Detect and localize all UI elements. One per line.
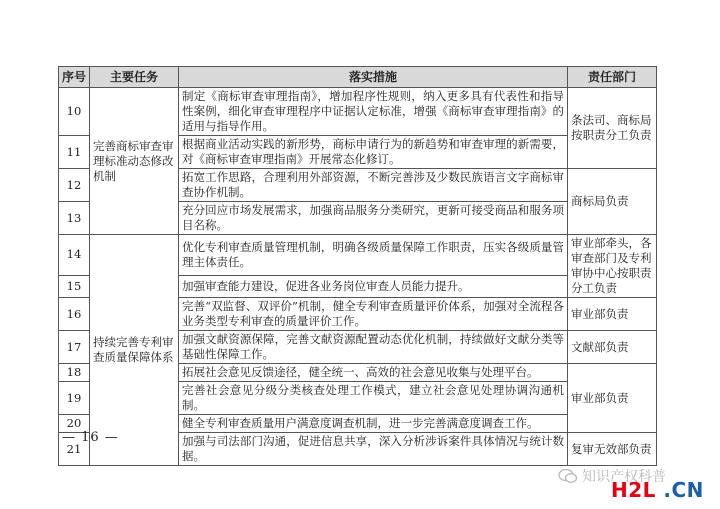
header-department: 责任部门 — [568, 67, 657, 88]
measure-cell: 加强文献资源保障，完善文献资源配置动态优化机制，持续做好文献分类等基础性保障工作。 — [179, 331, 568, 364]
measure-cell: 完善“双监督、双评价”机制，健全专利审查质量评价体系，加强对全流程各业务类型专利审查的质量评价工作。 — [179, 298, 568, 331]
measure-cell: 根据商业活动实践的新形势，商标申请行为的新趋势和审查审理的新需要，对《商标审查审理指南》开展常态化修订。 — [179, 136, 568, 169]
measure-cell: 充分回应市场发展需求，加强商品服务分类研究，更新可接受商品和服务项目名称。 — [179, 202, 568, 235]
header-number: 序号 — [59, 67, 90, 88]
row-number: 15 — [59, 275, 90, 297]
department-cell: 审业部负责 — [568, 364, 657, 433]
row-number: 12 — [59, 169, 90, 202]
main-task-cell: 持续完善专利审查质量保障体系 — [90, 235, 179, 466]
header-measures: 落实措施 — [179, 67, 568, 88]
header-main-task: 主要任务 — [90, 67, 179, 88]
department-cell: 文献部负责 — [568, 331, 657, 364]
measure-cell: 加强审查能力建设，促进各业务岗位审查人员能力提升。 — [179, 275, 568, 297]
table-row — [59, 88, 657, 136]
row-number: 10 — [59, 88, 90, 136]
measure-cell: 健全专利审查质量用户满意度调查机制，进一步完善满意度调查工作。 — [179, 415, 568, 433]
row-number: 17 — [59, 331, 90, 364]
measure-cell: 完善社会意见分级分类核查处理工作模式，建立社会意见处理协调沟通机制。 — [179, 382, 568, 415]
measure-cell: 优化专利审查质量管理机制，明确各级质量保障工作职责，压实各级质量管理主体责任。 — [179, 235, 568, 276]
department-cell: 复审无效部负责 — [568, 433, 657, 466]
measure-cell: 加强与司法部门沟通，促进信息共享，深入分析涉诉案件具体情况与统计数据。 — [179, 433, 568, 466]
row-number: 19 — [59, 382, 90, 415]
table-header-row — [59, 67, 657, 88]
measure-cell: 拓宽工作思路，合理利用外部资源，不断完善涉及少数民族语言文字商标审查协作机制。 — [179, 169, 568, 202]
row-number: 21 — [59, 433, 90, 466]
wechat-icon — [558, 468, 578, 484]
row-number: 13 — [59, 202, 90, 235]
measure-cell: 拓展社会意见反馈途径，健全统一、高效的社会意见收集与处理平台。 — [179, 364, 568, 382]
site-logo-text: H2L — [611, 478, 656, 502]
department-cell: 审业部负责 — [568, 298, 657, 331]
row-number: 16 — [59, 298, 90, 331]
measure-cell: 制定《商标审查审理指南》，增加程序性规则，纳入更多具有代表性和指导性案例，细化审查审理程序中证据认定标准，增强《商标审查审理指南》的适用与指导作用。 — [179, 88, 568, 136]
table-row — [59, 235, 657, 276]
row-number: 14 — [59, 235, 90, 276]
department-cell: 商标局负责 — [568, 169, 657, 235]
row-number: 20 — [59, 415, 90, 433]
department-cell: 条法司、商标局按职责分工负责 — [568, 88, 657, 169]
row-number: 11 — [59, 136, 90, 169]
main-task-cell: 完善商标审查审理标准动态修改机制 — [90, 88, 179, 235]
row-number: 18 — [59, 364, 90, 382]
department-cell: 审业部牵头，各审查部门及专利审协中心按职责分工负责 — [568, 235, 657, 298]
task-table — [58, 66, 657, 466]
site-logo: H2L .CN — [611, 478, 704, 502]
watermark-text: 知识产权科普 — [582, 469, 666, 485]
page-number: — 16 — — [62, 430, 119, 445]
